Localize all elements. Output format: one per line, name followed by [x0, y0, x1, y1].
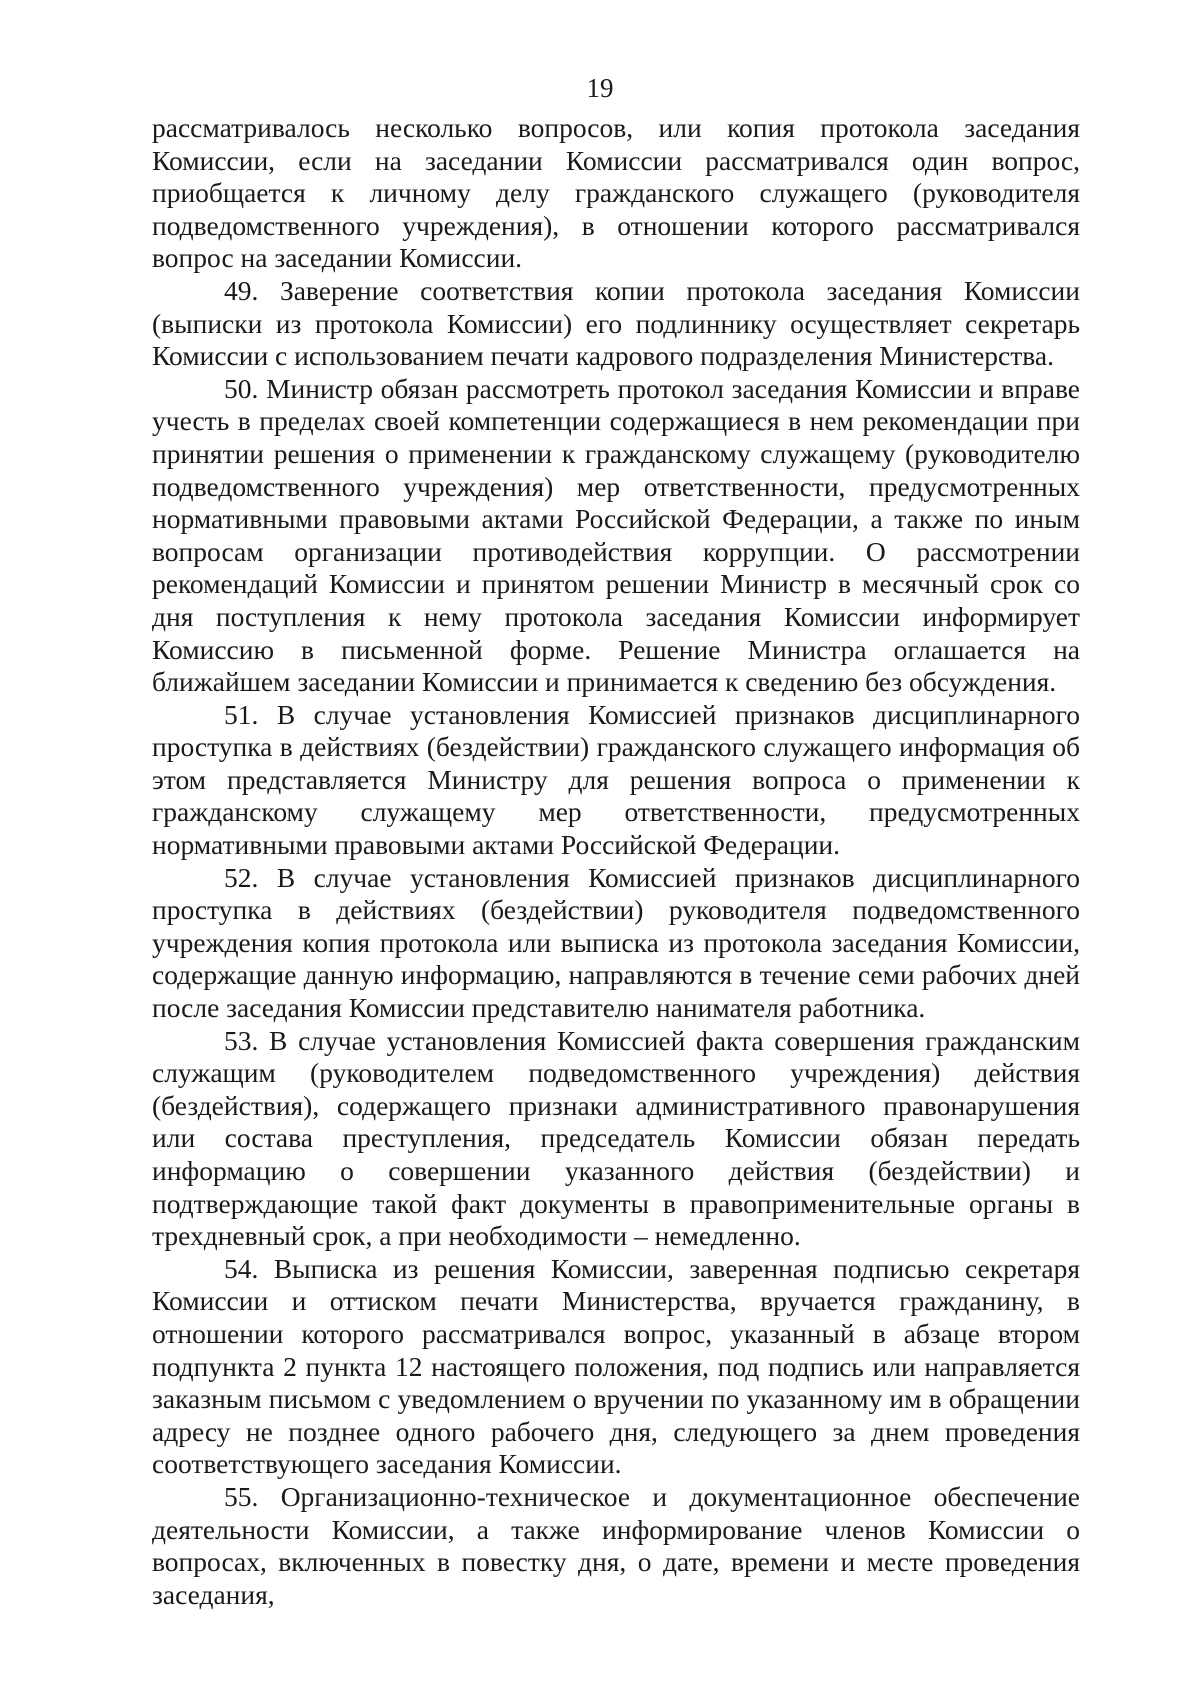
paragraph-51: 51. В случае установления Комиссией признаков дисциплинарного проступка в действиях (бездействии) гражданского служащего информация об этом представляется Министру для решения вопроса о применении к гражданскому служащему мер ответственности, предусмотренных нормативными правовыми актами Российской Федерации. [152, 698, 1080, 861]
paragraph-50: 50. Министр обязан рассмотреть протокол заседания Комиссии и вправе учесть в пределах своей компетенции содержащиеся в нем рекомендации при принятии решения о применении к гражданскому служащему (руководителю подведомственного учреждения) мер ответственности, предусмотренных нормативными правовыми актами Российской Федерации, а также по иным вопросам организации противодействия коррупции. О рассмотрении рекомендаций Комиссии и принятом решении Министр в месячный срок со дня поступления к нему протокола заседания Комиссии информирует Комиссию в письменной форме. Решение Министра оглашается на ближайшем заседании Комиссии и принимается к сведению без обсуждения. [152, 372, 1080, 698]
paragraph-54: 54. Выписка из решения Комиссии, заверенная подписью секретаря Комиссии и оттиском печати Министерства, вручается гражданину, в отношении которого рассматривался вопрос, указанный в абзаце втором подпункта 2 пункта 12 настоящего положения, под подпись или направляется заказным письмом с уведомлением о вручении по указанному им в обращении адресу не позднее одного рабочего дня, следующего за днем проведения соответствующего заседания Комиссии. [152, 1252, 1080, 1480]
paragraph-49: 49. Заверение соответствия копии протокола заседания Комиссии (выписки из протокола Комиссии) его подлиннику осуществляет секретарь Комиссии с использованием печати кадрового подразделения Министерства. [152, 274, 1080, 372]
paragraph-55: 55. Организационно-техническое и документационное обеспечение деятельности Комиссии, а также информирование членов Комиссии о вопросах, включенных в повестку дня, о дате, времени и месте проведения заседания, [152, 1480, 1080, 1610]
document-body [152, 112, 1080, 1611]
page-number: 19 [586, 73, 614, 103]
paragraph-53: 53. В случае установления Комиссией факта совершения гражданским служащим (руководителем подведомственного учреждения) действия (бездействия), содержащего признаки административного правонарушения или состава преступления, председатель Комиссии обязан передать информацию о совершении указанного действия (бездействии) и подтверждающие такой факт документы в правоприменительные органы в трехдневный срок, а при необходимости – немедленно. [152, 1024, 1080, 1252]
paragraph-48-continuation: рассматривалось несколько вопросов, или копия протокола заседания Комиссии, если на заседании Комиссии рассматривался один вопрос, приобщается к личному делу гражданского служащего (руководителя подведомственного учреждения), в отношении которого рассматривался вопрос на заседании Комиссии. [152, 112, 1080, 274]
paragraph-52: 52. В случае установления Комиссией признаков дисциплинарного проступка в действиях (бездействии) руководителя подведомственного учреждения копия протокола или выписка из протокола заседания Комиссии, содержащие данную информацию, направляются в течение семи рабочих дней после заседания Комиссии представителю нанимателя работника. [152, 861, 1080, 1024]
